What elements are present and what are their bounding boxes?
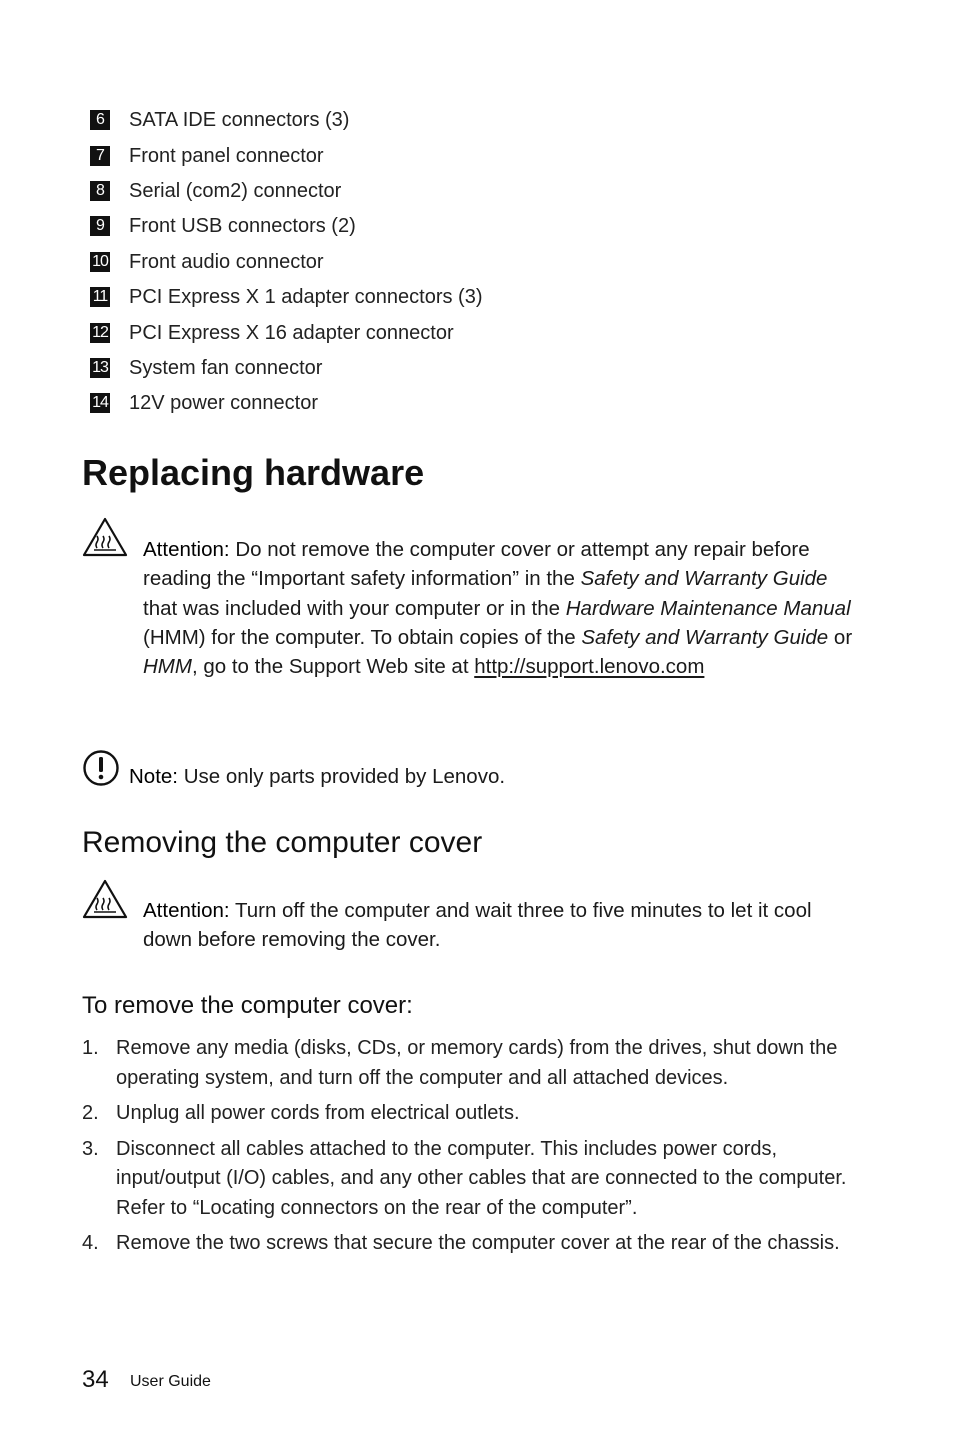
guide-title: Safety and Warranty Guide: [581, 625, 829, 649]
legend-number-badge: 10: [90, 252, 110, 272]
attention-notice-safety: [143, 535, 863, 681]
guide-title: Safety and Warranty Guide: [580, 567, 828, 591]
attention-label: Attention:: [143, 899, 230, 922]
note-text: Use only parts provided by Lenovo.: [178, 765, 506, 788]
attention-text: Do not remove the computer cover or attempt any repair before reading the “Important safety information” in the: [143, 538, 810, 591]
legend-item: [90, 390, 319, 416]
attention-text: , go to the Support Web site at: [191, 655, 475, 679]
legend-label: PCI Express X 1 adapter connectors (3): [129, 286, 483, 308]
step-text: Remove any media (disks, CDs, or memory cards) from the drives, shut down the operating system, and turn off the computer and all attached devices.: [116, 1037, 838, 1089]
hot-surface-warning-icon: [82, 517, 128, 557]
legend-item: [90, 213, 356, 239]
legend-item: [90, 143, 324, 169]
note-notice: [129, 762, 829, 791]
attention-label: Attention:: [143, 538, 230, 561]
note-info-icon: [82, 749, 120, 787]
legend-label: 12V power connector: [129, 392, 319, 414]
legend-label: PCI Express X 16 adapter connector: [129, 322, 454, 344]
footer-document-title: User Guide: [130, 1373, 211, 1390]
page-number: 34: [82, 1366, 109, 1393]
legend-number-badge: 6: [90, 110, 110, 130]
attention-text: (HMM) for the computer. To obtain copies of the: [143, 625, 582, 649]
step-number: 4.: [82, 1232, 99, 1254]
legend-number-badge: 13: [90, 358, 110, 378]
procedure-step: [82, 1229, 862, 1259]
legend-label: Front panel connector: [129, 145, 324, 167]
legend-number-badge: 8: [90, 181, 110, 201]
legend-item: [90, 249, 324, 275]
section-heading: Removing the computer cover: [82, 826, 483, 859]
step-number: 1.: [82, 1037, 99, 1059]
legend-label: Serial (com2) connector: [129, 180, 342, 202]
legend-item: [90, 284, 483, 310]
manual-title: Hardware Maintenance Manual: [565, 596, 851, 620]
procedure-steps: [82, 1034, 862, 1259]
attention-notice-cooldown: [143, 896, 843, 955]
legend-number-badge: 14: [90, 393, 110, 413]
step-text: Unplug all power cords from electrical outlets.: [116, 1102, 520, 1124]
attention-text: Turn off the computer and wait three to five minutes to let it cool down before removing the cover.: [143, 899, 812, 952]
hot-surface-warning-icon: [82, 879, 128, 919]
legend-label: SATA IDE connectors (3): [129, 109, 350, 131]
step-text: Disconnect all cables attached to the computer. This includes power cords, input/output (I/O) cables, and any other cables that are connected to the computer. Refer to “Locating connectors on the rear of the computer”.: [116, 1137, 847, 1219]
step-number: 2.: [82, 1102, 99, 1124]
legend-label: Front audio connector: [129, 251, 324, 273]
attention-text: or: [828, 625, 853, 649]
step-number: 3.: [82, 1137, 99, 1160]
legend-item: [90, 107, 350, 133]
legend-label: System fan connector: [129, 357, 323, 379]
manual-abbreviation: HMM: [143, 655, 192, 679]
procedure-step: [82, 1135, 862, 1224]
legend-number-badge: 11: [90, 287, 110, 307]
legend-item: [90, 320, 454, 346]
legend-number-badge: 7: [90, 146, 110, 166]
attention-text: that was included with your computer or in the: [143, 596, 566, 620]
step-text: Remove the two screws that secure the computer cover at the rear of the chassis.: [116, 1232, 840, 1254]
note-label: Note:: [129, 765, 178, 788]
legend-item: [90, 178, 342, 204]
legend-label: Front USB connectors (2): [129, 215, 356, 237]
procedure-step: [82, 1099, 862, 1129]
procedure-step: [82, 1034, 862, 1093]
procedure-heading: To remove the computer cover:: [82, 992, 413, 1019]
legend-number-badge: 9: [90, 216, 110, 236]
page-heading: Replacing hardware: [82, 452, 425, 493]
support-website-link[interactable]: http://support.lenovo.com: [474, 655, 705, 679]
legend-item: [90, 355, 323, 381]
legend-number-badge: 12: [90, 323, 110, 343]
